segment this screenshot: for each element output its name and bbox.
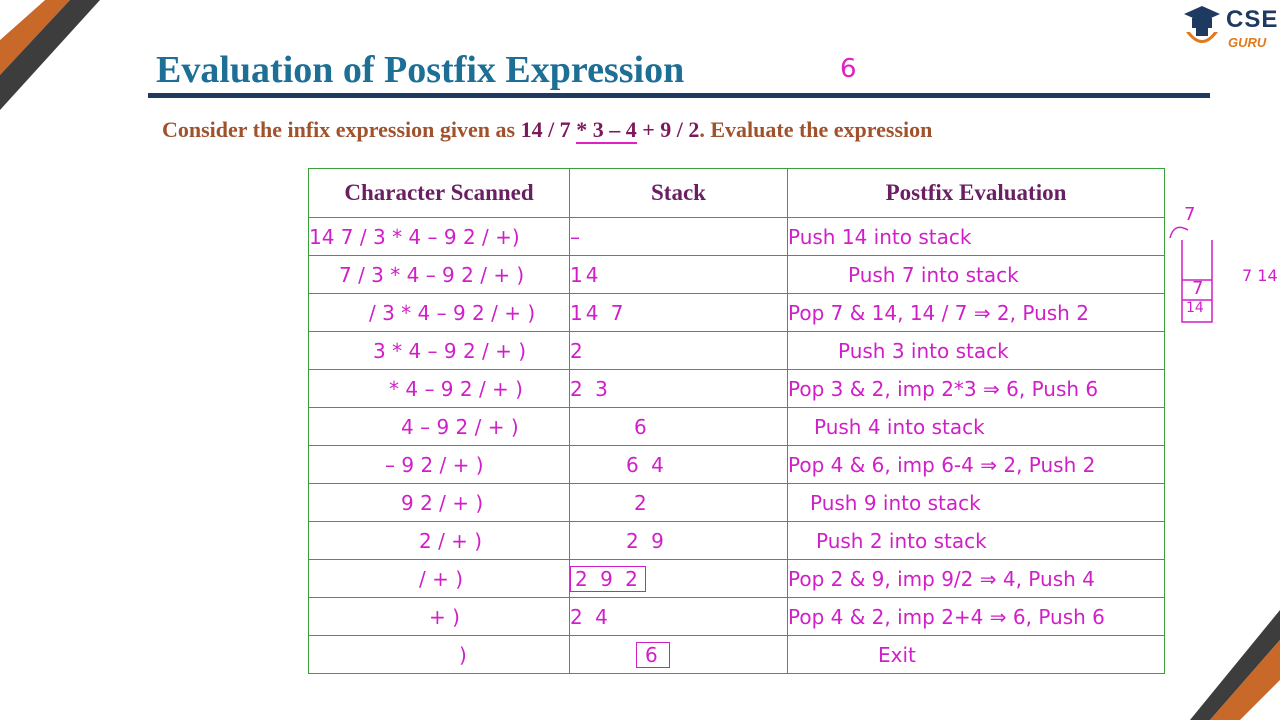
- cell-scanned: * 4 – 9 2 / + ): [309, 370, 570, 408]
- header-character-scanned: Character Scanned: [309, 169, 570, 218]
- corner-decoration-bottom-right: [1190, 610, 1280, 720]
- cell-evaluation: Push 7 into stack: [788, 256, 1165, 294]
- cell-scanned: ): [309, 636, 570, 674]
- table-row: [309, 218, 1165, 256]
- table-row: [309, 332, 1165, 370]
- cell-scanned: 4 – 9 2 / + ): [309, 408, 570, 446]
- table-row: [309, 598, 1165, 636]
- cell-evaluation: Pop 4 & 6, imp 6-4 ⇒ 2, Push 2: [788, 446, 1165, 484]
- sketch-label-right: 7 14: [1242, 266, 1278, 285]
- cell-scanned: 14 7 / 3 * 4 – 9 2 / +): [309, 218, 570, 256]
- cell-stack: [570, 560, 788, 598]
- header-stack: Stack: [570, 169, 788, 218]
- logo-subtext: GURU: [1228, 35, 1267, 50]
- cell-evaluation: Pop 4 & 2, imp 2+4 ⇒ 6, Push 6: [788, 598, 1165, 636]
- table-row: [309, 256, 1165, 294]
- cell-stack: [570, 636, 788, 674]
- question-text: [162, 117, 932, 143]
- cell-evaluation: Pop 3 & 2, imp 2*3 ⇒ 6, Push 6: [788, 370, 1165, 408]
- cell-stack: 2: [570, 332, 788, 370]
- cell-evaluation: Push 9 into stack: [788, 484, 1165, 522]
- cell-scanned: 9 2 / + ): [309, 484, 570, 522]
- title-underline: [148, 93, 1210, 98]
- cell-evaluation: Pop 7 & 14, 14 / 7 ⇒ 2, Push 2: [788, 294, 1165, 332]
- table-row: [309, 370, 1165, 408]
- table-row: [309, 636, 1165, 674]
- cell-evaluation: Pop 2 & 9, imp 9/2 ⇒ 4, Push 4: [788, 560, 1165, 598]
- cell-scanned: 7 / 3 * 4 – 9 2 / + ): [309, 256, 570, 294]
- question-suffix: . Evaluate the expression: [699, 117, 933, 142]
- cell-evaluation: Push 3 into stack: [788, 332, 1165, 370]
- cell-scanned: + ): [309, 598, 570, 636]
- cse-guru-logo: [1180, 2, 1280, 62]
- table-row: [309, 560, 1165, 598]
- table-header-row: [309, 169, 1165, 218]
- cell-scanned: 3 * 4 – 9 2 / + ): [309, 332, 570, 370]
- sketch-label-top: 7: [1184, 204, 1196, 225]
- cell-evaluation: Exit: [788, 636, 1165, 674]
- cell-scanned: 2 / + ): [309, 522, 570, 560]
- cell-stack: 2 4: [570, 598, 788, 636]
- expression-highlight: * 3 – 4: [576, 117, 637, 142]
- handwritten-note: 6: [840, 54, 857, 84]
- stack-value: 2 9 2: [570, 566, 646, 592]
- evaluation-table: [308, 168, 1165, 674]
- table-row: [309, 484, 1165, 522]
- cell-scanned: / + ): [309, 560, 570, 598]
- cell-evaluation: Push 2 into stack: [788, 522, 1165, 560]
- cell-evaluation: Push 4 into stack: [788, 408, 1165, 446]
- cell-stack: 6: [570, 408, 788, 446]
- cell-stack: 2: [570, 484, 788, 522]
- cell-stack: 2 3: [570, 370, 788, 408]
- cell-stack: 14 7: [570, 294, 788, 332]
- table-row: [309, 408, 1165, 446]
- expression-part-c: + 9 / 2: [636, 117, 700, 142]
- cell-stack: –: [570, 218, 788, 256]
- cell-scanned: / 3 * 4 – 9 2 / + ): [309, 294, 570, 332]
- cell-scanned: – 9 2 / + ): [309, 446, 570, 484]
- expression-part-a: 14 / 7: [520, 117, 577, 142]
- cell-stack: 6 4: [570, 446, 788, 484]
- graduation-cap-icon: [1180, 2, 1224, 58]
- cell-stack: 2 9: [570, 522, 788, 560]
- logo-text: CSE: [1226, 6, 1279, 33]
- sketch-box-bottom: 14: [1186, 300, 1204, 316]
- header-postfix-evaluation: Postfix Evaluation: [788, 169, 1165, 218]
- table-row: [309, 446, 1165, 484]
- final-result: 6: [636, 642, 670, 668]
- table-row: [309, 294, 1165, 332]
- sketch-box-top: 7: [1192, 278, 1204, 299]
- corner-decoration-top-left: [0, 0, 100, 110]
- table-row: [309, 522, 1165, 560]
- cell-stack: 14: [570, 256, 788, 294]
- question-prefix: Consider the infix expression given as: [162, 117, 521, 142]
- page-title: Evaluation of Postfix Expression: [156, 49, 685, 91]
- cell-evaluation: Push 14 into stack: [788, 218, 1165, 256]
- stack-sketch: [1160, 200, 1280, 350]
